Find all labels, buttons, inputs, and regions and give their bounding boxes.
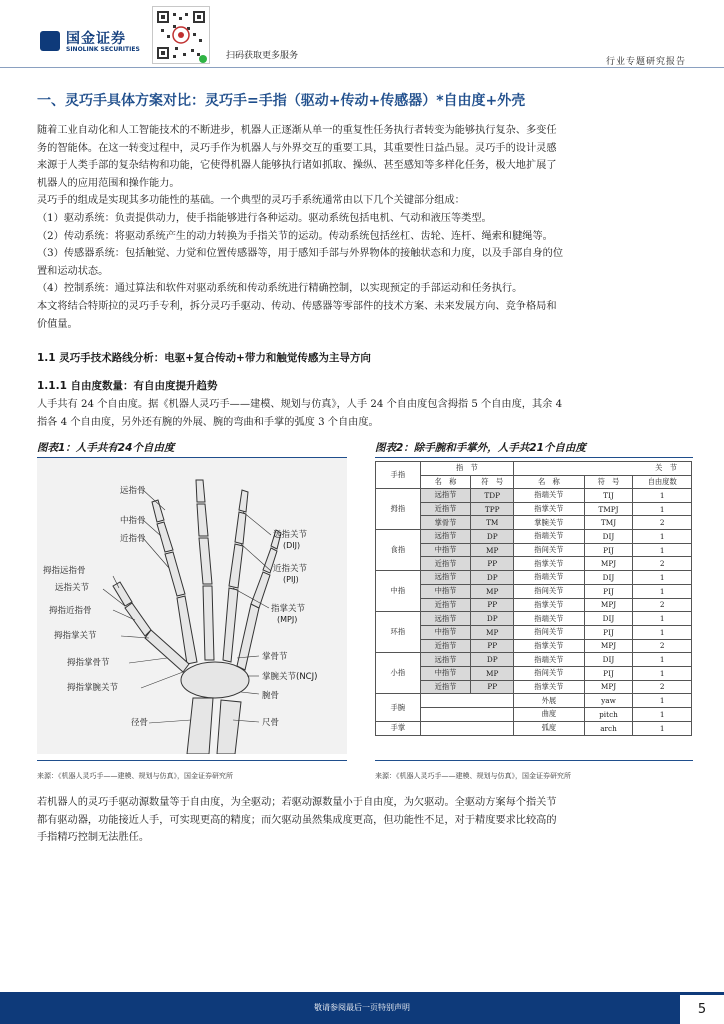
- figure1-bottom-rule: [37, 760, 347, 761]
- joint-symbol: TMJ: [584, 516, 633, 530]
- label-dij-abbr: (DIJ): [283, 541, 301, 550]
- table-row: [376, 571, 692, 585]
- table-row: [376, 584, 692, 598]
- header-joint: 关 节: [514, 462, 692, 476]
- joint-dof: 2: [633, 598, 692, 612]
- label-pij-abbr: (PIJ): [283, 575, 299, 584]
- text-line: 务的智能体。在这一转变过程中，灵巧手作为机器人与外界交互的重要工具，其重要性日益凸显。灵巧手的设计灵感: [37, 142, 557, 154]
- figure2-source: 来源：《机器人灵巧手——建模、规划与仿真》，国金证券研究所: [375, 772, 571, 780]
- header-divider: [0, 67, 724, 68]
- label-metacarpal: 掌骨节: [262, 652, 288, 662]
- table-row: [376, 612, 692, 626]
- header-name: 名 称: [514, 475, 585, 489]
- text-line: 指各 4 个自由度，另外还有腕的外展、腕的弯曲和手掌的弧度 3 个自由度。: [37, 416, 379, 428]
- joint-name: 曲度: [514, 708, 585, 722]
- label-middle-phalanx: 中指骨: [120, 516, 146, 526]
- table-row: [376, 666, 692, 680]
- joint-name: 指间关节: [514, 666, 585, 680]
- text-line: （1）驱动系统：负责提供动力，使手指能够进行各种运动。驱动系统包括电机、气动和液压等类型。: [37, 212, 492, 224]
- table-row: [376, 708, 692, 722]
- phalanx-symbol: DP: [471, 530, 514, 544]
- label-proximal-phalanx: 近指骨: [120, 534, 146, 544]
- text-line: 随着工业自动化和人工智能技术的不断进步，机器人正逐渐从单一的重复性任务执行者转变为能够执行复杂、多变任: [37, 125, 557, 136]
- phalanx-name: 远指节: [420, 612, 471, 626]
- footer-disclaimer[interactable]: 敬请参阅最后一页特别声明: [314, 1003, 410, 1012]
- text-line: 置和运动状态。: [37, 265, 109, 277]
- phalanx-name: 中指节: [420, 584, 471, 598]
- table-row: [376, 502, 692, 516]
- joint-dof: 1: [633, 571, 692, 585]
- joint-symbol: PIJ: [584, 543, 633, 557]
- label-distal-joint-left: 远指关节: [55, 583, 90, 593]
- logo-mark: [40, 31, 60, 51]
- label-dij: 远指关节: [273, 530, 308, 540]
- phalanx-symbol: MP: [471, 666, 514, 680]
- phalanx-name: 中指节: [420, 666, 471, 680]
- table-row: [376, 639, 692, 653]
- label-pij: 近指关节: [273, 564, 308, 574]
- figure2-bottom-rule: [375, 760, 693, 761]
- joint-dof: 1: [633, 666, 692, 680]
- joint-symbol: MPJ: [584, 639, 633, 653]
- table-header-row: [376, 475, 692, 489]
- phalanx-symbol: PP: [471, 598, 514, 612]
- finger-name: 手掌: [376, 721, 421, 735]
- figure1-source: 来源：《机器人灵巧手——建模、规划与仿真》，国金证券研究所: [37, 772, 233, 780]
- joint-name: 指掌关节: [514, 598, 585, 612]
- subheading-1-1-1: 1.1.1 自由度数量：有自由度提升趋势: [37, 380, 218, 392]
- joint-name: 指端关节: [514, 489, 585, 503]
- text-line: 若机器人的灵巧手驱动源数量等于自由度，为全驱动；若驱动源数量小于自由度，为欠驱动。全驱动方案每个指关节: [37, 797, 557, 808]
- header-symbol: 符 号: [471, 475, 514, 489]
- label-thumb-metacarpal: 拇指掌骨节: [67, 658, 110, 668]
- phalanx-symbol: MP: [471, 543, 514, 557]
- phalanx-symbol: DP: [471, 653, 514, 667]
- qr-caption: 扫码获取更多服务: [226, 51, 299, 61]
- label-distal-phalanx: 远指骨: [120, 486, 146, 496]
- phalanx-name: 远指节: [420, 653, 471, 667]
- finger-name: 拇指: [376, 489, 421, 530]
- phalanx-name: 近指节: [420, 639, 471, 653]
- joint-name: 指掌关节: [514, 680, 585, 694]
- dof-text: [37, 396, 689, 431]
- phalanx-name: 掌骨节: [420, 516, 471, 530]
- phalanx-symbol: TM: [471, 516, 514, 530]
- phalanx-name: 中指节: [420, 543, 471, 557]
- label-radius: 径骨: [131, 718, 149, 728]
- empty-cell: [420, 721, 513, 735]
- page-number: 5: [680, 995, 724, 1024]
- label-thumb-proximal-phalanx: 拇指近指骨: [49, 606, 92, 616]
- dof-table: [375, 461, 692, 736]
- joint-dof: 1: [633, 708, 692, 722]
- joint-dof: 1: [633, 694, 692, 708]
- joint-name: 指掌关节: [514, 557, 585, 571]
- phalanx-name: 远指节: [420, 530, 471, 544]
- table-row: [376, 721, 692, 735]
- header-dof: 自由度数: [633, 475, 692, 489]
- phalanx-symbol: PP: [471, 639, 514, 653]
- text-line: 手指精巧控制无法胜任。: [37, 832, 150, 844]
- label-mpj: 指掌关节: [271, 604, 306, 614]
- phalanx-symbol: TPP: [471, 502, 514, 516]
- joint-symbol: MPJ: [584, 598, 633, 612]
- phalanx-symbol: TDP: [471, 489, 514, 503]
- table-row: [376, 557, 692, 571]
- table-row: [376, 694, 692, 708]
- joint-symbol: arch: [584, 721, 633, 735]
- joint-symbol: TIJ: [584, 489, 633, 503]
- table-row: [376, 543, 692, 557]
- hand-skeleton-figure: [37, 458, 347, 754]
- joint-dof: 1: [633, 721, 692, 735]
- table-row: [376, 530, 692, 544]
- intro-text: [37, 122, 689, 333]
- qr-code[interactable]: [152, 6, 210, 64]
- joint-symbol: PIJ: [584, 625, 633, 639]
- label-mpj-abbr: (MPJ): [277, 615, 298, 624]
- joint-symbol: DIJ: [584, 653, 633, 667]
- label-thumb-mp-joint: 拇指掌关节: [54, 631, 97, 641]
- joint-dof: 2: [633, 516, 692, 530]
- label-thumb-distal-phalanx: 拇指远指骨: [43, 566, 86, 576]
- joint-symbol: DIJ: [584, 571, 633, 585]
- joint-name: 指间关节: [514, 543, 585, 557]
- header-finger: 手指: [376, 462, 421, 489]
- table-row: [376, 653, 692, 667]
- joint-dof: 2: [633, 639, 692, 653]
- joint-name: 指端关节: [514, 571, 585, 585]
- joint-symbol: PIJ: [584, 666, 633, 680]
- joint-symbol: DIJ: [584, 530, 633, 544]
- joint-dof: 2: [633, 557, 692, 571]
- joint-name: 指端关节: [514, 530, 585, 544]
- logo-text-cn: 国金证券: [66, 31, 126, 47]
- joint-symbol: DIJ: [584, 612, 633, 626]
- finger-name: 中指: [376, 571, 421, 612]
- phalanx-name: 近指节: [420, 502, 471, 516]
- joint-dof: 1: [633, 489, 692, 503]
- phalanx-name: 远指节: [420, 571, 471, 585]
- text-line: 机器人的应用范围和操作能力。: [37, 177, 180, 189]
- joint-name: 指间关节: [514, 584, 585, 598]
- joint-dof: 2: [633, 680, 692, 694]
- table-row: [376, 680, 692, 694]
- text-line: （3）传感器系统：包括触觉、力觉和位置传感器等，用于感知手部与外界物体的接触状态和力度，以及手部自身的位: [37, 248, 564, 260]
- joint-dof: 1: [633, 584, 692, 598]
- joint-name: 指端关节: [514, 612, 585, 626]
- text-line: （4）控制系统：通过算法和软件对驱动系统和传动系统进行精确控制，以实现预定的手部运动和任务执行。: [37, 283, 523, 295]
- logo-text-en: SINOLINK SECURITIES: [66, 46, 140, 53]
- joint-dof: 1: [633, 625, 692, 639]
- finger-name: 食指: [376, 530, 421, 571]
- table-row: [376, 489, 692, 503]
- joint-dof: 1: [633, 530, 692, 544]
- text-line: 人手共有 24 个自由度。据《机器人灵巧手——建模、规划与仿真》，人手 24 个自由度包含拇指 5 个自由度，其余 4: [37, 399, 563, 410]
- closing-text: [37, 794, 689, 847]
- joint-dof: 1: [633, 612, 692, 626]
- text-line: 灵巧手的组成是实现其多功能性的基础。一个典型的灵巧手系统通常由以下几个关键部分组成：: [37, 195, 465, 207]
- joint-name: 指端关节: [514, 653, 585, 667]
- phalanx-symbol: MP: [471, 584, 514, 598]
- table-row: [376, 625, 692, 639]
- joint-symbol: PIJ: [584, 584, 633, 598]
- document-type: 行业专题研究报告: [605, 57, 686, 67]
- joint-dof: 1: [633, 502, 692, 516]
- joint-name: 指间关节: [514, 625, 585, 639]
- phalanx-name: 近指节: [420, 680, 471, 694]
- empty-cell: [420, 708, 513, 722]
- section-title: 一、灵巧手具体方案对比：灵巧手=手指（驱动+传动+传感器）*自由度+外壳: [37, 93, 526, 109]
- phalanx-name: 近指节: [420, 598, 471, 612]
- finger-name: 小指: [376, 653, 421, 694]
- joint-symbol: yaw: [584, 694, 633, 708]
- empty-cell: [420, 694, 513, 708]
- text-line: 来源于人类手部的复杂结构和功能，它使得机器人能够执行诸如抓取、操纵、甚至感知等多样化任务，极大地扩展了: [37, 160, 557, 172]
- phalanx-symbol: DP: [471, 612, 514, 626]
- joint-symbol: MPJ: [584, 557, 633, 571]
- figure2-rule: [375, 457, 693, 458]
- label-ulna: 尺骨: [262, 718, 280, 728]
- finger-name: 手腕: [376, 694, 421, 721]
- text-line: 都有驱动器，功能接近人手，可实现更高的精度；而欠驱动虽然集成度更高，但功能性不足，对于精度要求比较高的: [37, 814, 557, 826]
- phalanx-symbol: DP: [471, 571, 514, 585]
- text-line: 价值量。: [37, 318, 78, 330]
- subheading-1-1: 1.1 灵巧手技术路线分析：电驱+复合传动+带力和触觉传感为主导方向: [37, 352, 371, 364]
- joint-name: 外展: [514, 694, 585, 708]
- phalanx-name: 近指节: [420, 557, 471, 571]
- phalanx-name: 中指节: [420, 625, 471, 639]
- figure2-title: 图表2：除手腕和手掌外，人手共21个自由度: [375, 442, 586, 454]
- header-phalanx: 指 节: [420, 462, 513, 476]
- joint-dof: 1: [633, 653, 692, 667]
- table-row: [376, 598, 692, 612]
- phalanx-name: 远指节: [420, 489, 471, 503]
- header-symbol: 符 号: [584, 475, 633, 489]
- header-name: 名 称: [420, 475, 471, 489]
- joint-symbol: pitch: [584, 708, 633, 722]
- phalanx-symbol: PP: [471, 557, 514, 571]
- phalanx-symbol: MP: [471, 625, 514, 639]
- label-ncj: 掌腕关节(NCJ): [262, 672, 318, 682]
- joint-name: 指掌关节: [514, 639, 585, 653]
- text-line: （2）传动系统：将驱动系统产生的动力转换为手指关节的运动。传动系统包括丝杠、齿轮、连杆、绳索和腱绳等。: [37, 230, 553, 242]
- joint-name: 掌腕关节: [514, 516, 585, 530]
- label-thumb-cmc-joint: 拇指掌腕关节: [67, 683, 119, 693]
- text-line: 本文将结合特斯拉的灵巧手专利，拆分灵巧手驱动、传动、传感器等零部件的技术方案、未来发展方向、竞争格局和: [37, 300, 557, 312]
- joint-symbol: TMPJ: [584, 502, 633, 516]
- finger-name: 环指: [376, 612, 421, 653]
- joint-name: 指掌关节: [514, 502, 585, 516]
- joint-symbol: MPJ: [584, 680, 633, 694]
- figure1-title: 图表1：人手共有24个自由度: [37, 442, 175, 454]
- table-row: [376, 516, 692, 530]
- table-header-row: [376, 462, 692, 476]
- phalanx-symbol: PP: [471, 680, 514, 694]
- joint-name: 弧度: [514, 721, 585, 735]
- label-carpal: 腕骨: [262, 691, 280, 701]
- joint-dof: 1: [633, 543, 692, 557]
